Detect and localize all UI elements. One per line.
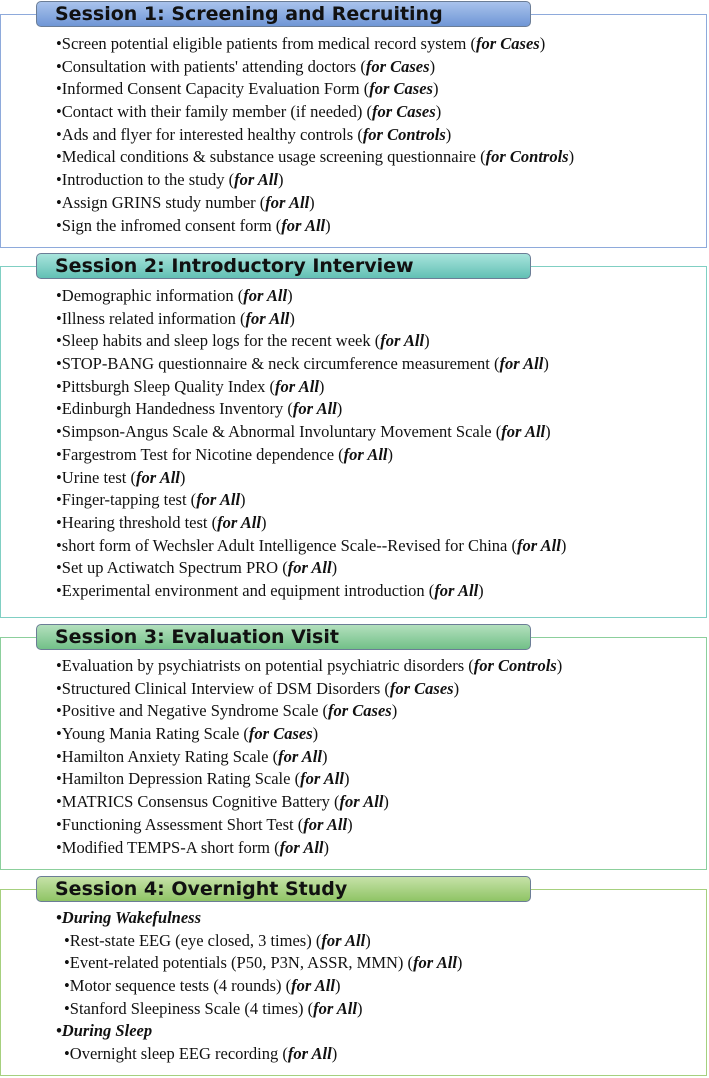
list-item: • Illness related information (for All) bbox=[56, 308, 706, 331]
session-3-box bbox=[0, 637, 707, 870]
list-item: • Set up Actiwatch Spectrum PRO (for All) bbox=[56, 557, 706, 580]
session-2-list bbox=[56, 285, 706, 603]
list-item: • Hearing threshold test (for All) bbox=[56, 512, 706, 535]
list-item: • Introduction to the study (for All) bbox=[56, 169, 706, 192]
session-4-list bbox=[56, 907, 706, 1066]
session-2-box bbox=[0, 266, 707, 618]
list-item: • Screen potential eligible patients from medical record system (for Cases) bbox=[56, 33, 706, 56]
list-item: • Stanford Sleepiness Scale (4 times) (for All) bbox=[56, 998, 706, 1021]
session-1-list bbox=[56, 33, 706, 237]
list-item: • Edinburgh Handedness Inventory (for All) bbox=[56, 398, 706, 421]
list-item: • Consultation with patients' attending doctors (for Cases) bbox=[56, 56, 706, 79]
list-item: • Demographic information (for All) bbox=[56, 285, 706, 308]
list-item: • Rest-state EEG (eye closed, 3 times) (for All) bbox=[56, 930, 706, 953]
list-item: • Event-related potentials (P50, P3N, ASSR, MMN) (for All) bbox=[56, 952, 706, 975]
list-item: • Sign the infromed consent form (for All) bbox=[56, 215, 706, 238]
session-4-box bbox=[0, 889, 707, 1076]
session-2-header: Session 2: Introductory Interview bbox=[36, 253, 531, 279]
list-item: • short form of Wechsler Adult Intelligence Scale--Revised for China (for All) bbox=[56, 535, 706, 558]
list-item: • Informed Consent Capacity Evaluation Form (for Cases) bbox=[56, 78, 706, 101]
list-item: • Contact with their family member (if needed) (for Cases) bbox=[56, 101, 706, 124]
session-4-header: Session 4: Overnight Study bbox=[36, 876, 531, 902]
list-item: • STOP-BANG questionnaire & neck circumference measurement (for All) bbox=[56, 353, 706, 376]
list-item: • Medical conditions & substance usage screening questionnaire (for Controls) bbox=[56, 146, 706, 169]
list-item: • Hamilton Depression Rating Scale (for All) bbox=[56, 768, 706, 791]
list-item: • Structured Clinical Interview of DSM Disorders (for Cases) bbox=[56, 678, 706, 701]
list-item: • Evaluation by psychiatrists on potential psychiatric disorders (for Controls) bbox=[56, 655, 706, 678]
list-item: • Ads and flyer for interested healthy controls (for Controls) bbox=[56, 124, 706, 147]
group-heading-sleep: • During Sleep bbox=[56, 1020, 706, 1043]
session-1-box bbox=[0, 14, 707, 248]
list-item: • Young Mania Rating Scale (for Cases) bbox=[56, 723, 706, 746]
list-item: • Experimental environment and equipment introduction (for All) bbox=[56, 580, 706, 603]
list-item: • Modified TEMPS-A short form (for All) bbox=[56, 837, 706, 860]
session-3-header: Session 3: Evaluation Visit bbox=[36, 624, 531, 650]
list-item: • Finger-tapping test (for All) bbox=[56, 489, 706, 512]
list-item: • Hamilton Anxiety Rating Scale (for All) bbox=[56, 746, 706, 769]
list-item: • Motor sequence tests (4 rounds) (for All) bbox=[56, 975, 706, 998]
list-item: • Urine test (for All) bbox=[56, 467, 706, 490]
list-item: • Functioning Assessment Short Test (for All) bbox=[56, 814, 706, 837]
list-item: • Simpson-Angus Scale & Abnormal Involuntary Movement Scale (for All) bbox=[56, 421, 706, 444]
list-item: • Positive and Negative Syndrome Scale (for Cases) bbox=[56, 700, 706, 723]
list-item: • Overnight sleep EEG recording (for All) bbox=[56, 1043, 706, 1066]
list-item: • MATRICS Consensus Cognitive Battery (for All) bbox=[56, 791, 706, 814]
list-item: • Pittsburgh Sleep Quality Index (for All) bbox=[56, 376, 706, 399]
list-item: • Sleep habits and sleep logs for the recent week (for All) bbox=[56, 330, 706, 353]
session-1-header: Session 1: Screening and Recruiting bbox=[36, 1, 531, 27]
list-item: • Fargestrom Test for Nicotine dependence (for All) bbox=[56, 444, 706, 467]
group-heading-wakefulness: • During Wakefulness bbox=[56, 907, 706, 930]
session-3-list bbox=[56, 655, 706, 859]
list-item: • Assign GRINS study number (for All) bbox=[56, 192, 706, 215]
